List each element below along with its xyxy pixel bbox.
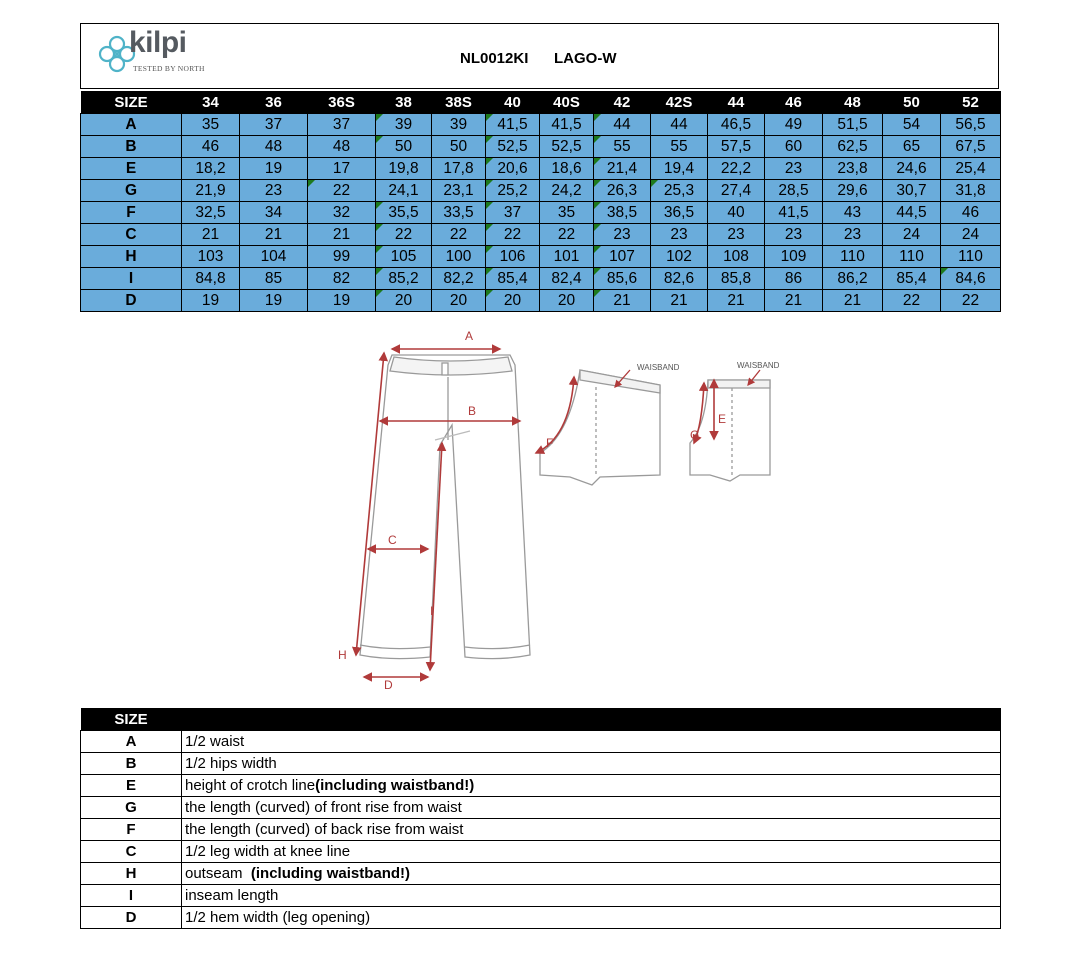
pants-measurements <box>356 349 520 677</box>
size-column-header: 42 <box>594 91 651 114</box>
size-value-cell: 46 <box>182 136 240 158</box>
back-rise-sketch <box>540 370 660 485</box>
size-value-cell: 67,5 <box>941 136 1001 158</box>
size-value-cell: 20 <box>376 290 432 312</box>
size-value-cell: 82,4 <box>540 268 594 290</box>
size-value-cell: 100 <box>432 246 486 268</box>
size-value-cell: 19 <box>182 290 240 312</box>
size-value-cell: 107 <box>594 246 651 268</box>
size-value-cell: 21 <box>240 224 308 246</box>
size-value-cell: 25,2 <box>486 180 540 202</box>
size-value-cell: 26,3 <box>594 180 651 202</box>
size-value-cell: 37 <box>240 114 308 136</box>
size-value-cell: 31,8 <box>941 180 1001 202</box>
size-column-header: 40S <box>540 91 594 114</box>
size-value-cell: 28,5 <box>765 180 823 202</box>
size-row-label: C <box>81 224 182 246</box>
size-value-cell: 106 <box>486 246 540 268</box>
size-value-cell: 22 <box>883 290 941 312</box>
legend-code: I <box>81 885 182 907</box>
size-value-cell: 43 <box>823 202 883 224</box>
size-value-cell: 82,2 <box>432 268 486 290</box>
size-value-cell: 51,5 <box>823 114 883 136</box>
size-value-cell: 85,2 <box>376 268 432 290</box>
legend-header-row <box>81 708 1001 731</box>
legend-code: C <box>81 841 182 863</box>
size-value-cell: 44,5 <box>883 202 941 224</box>
size-value-cell: 20 <box>540 290 594 312</box>
size-header-label: SIZE <box>81 91 182 114</box>
size-value-cell: 48 <box>240 136 308 158</box>
size-column-header: 48 <box>823 91 883 114</box>
front-rise-sketch <box>690 380 770 481</box>
brand-tagline: TESTED BY NORTH <box>133 64 205 73</box>
size-value-cell: 37 <box>486 202 540 224</box>
size-value-cell: 20 <box>486 290 540 312</box>
size-value-cell: 22 <box>432 224 486 246</box>
size-value-cell: 25,4 <box>941 158 1001 180</box>
size-value-cell: 29,6 <box>823 180 883 202</box>
size-column-header: 50 <box>883 91 941 114</box>
legend-code: B <box>81 753 182 775</box>
size-row-g <box>81 180 1001 202</box>
label-f: F <box>546 436 554 450</box>
size-row-a <box>81 114 1001 136</box>
size-value-cell: 49 <box>765 114 823 136</box>
legend-row-f <box>81 819 1001 841</box>
size-value-cell: 20 <box>432 290 486 312</box>
size-value-cell: 19 <box>308 290 376 312</box>
size-column-header: 44 <box>708 91 765 114</box>
size-value-cell: 21 <box>594 290 651 312</box>
size-value-cell: 44 <box>651 114 708 136</box>
size-value-cell: 24 <box>941 224 1001 246</box>
size-value-cell: 24,6 <box>883 158 941 180</box>
size-value-cell: 99 <box>308 246 376 268</box>
size-value-cell: 46,5 <box>708 114 765 136</box>
size-value-cell: 23 <box>240 180 308 202</box>
size-value-cell: 103 <box>182 246 240 268</box>
size-row-e <box>81 158 1001 180</box>
legend-text: the length (curved) of front rise from waist <box>185 799 462 816</box>
legend-text: inseam length <box>185 887 279 904</box>
size-header-row <box>81 91 1001 114</box>
size-value-cell: 84,8 <box>182 268 240 290</box>
size-value-cell: 23 <box>594 224 651 246</box>
size-value-cell: 20,6 <box>486 158 540 180</box>
size-value-cell: 19,4 <box>651 158 708 180</box>
size-row-label: F <box>81 202 182 224</box>
size-value-cell: 22 <box>540 224 594 246</box>
size-row-label: I <box>81 268 182 290</box>
size-column-header: 46 <box>765 91 823 114</box>
size-value-cell: 22 <box>486 224 540 246</box>
size-column-header: 52 <box>941 91 1001 114</box>
size-row-label: H <box>81 246 182 268</box>
size-value-cell: 23 <box>765 158 823 180</box>
size-value-cell: 65 <box>883 136 941 158</box>
size-value-cell: 21,9 <box>182 180 240 202</box>
size-value-cell: 85,4 <box>883 268 941 290</box>
legend-row-d <box>81 907 1001 929</box>
legend-description <box>182 907 1001 929</box>
size-value-cell: 23 <box>823 224 883 246</box>
legend-description <box>182 863 1001 885</box>
legend-header-blank <box>182 708 1001 731</box>
size-value-cell: 102 <box>651 246 708 268</box>
size-column-header: 34 <box>182 91 240 114</box>
size-column-header: 40 <box>486 91 540 114</box>
legend-bold-note: (including waistband!) <box>315 777 475 794</box>
size-row-c <box>81 224 1001 246</box>
size-value-cell: 41,5 <box>765 202 823 224</box>
size-value-cell: 40 <box>708 202 765 224</box>
size-value-cell: 110 <box>941 246 1001 268</box>
size-value-cell: 35,5 <box>376 202 432 224</box>
size-value-cell: 62,5 <box>823 136 883 158</box>
size-row-i <box>81 268 1001 290</box>
legend-code: D <box>81 907 182 929</box>
size-value-cell: 84,6 <box>941 268 1001 290</box>
size-value-cell: 35 <box>182 114 240 136</box>
size-value-cell: 27,4 <box>708 180 765 202</box>
size-table-body <box>81 114 1001 312</box>
size-value-cell: 17,8 <box>432 158 486 180</box>
size-value-cell: 104 <box>240 246 308 268</box>
size-value-cell: 30,7 <box>883 180 941 202</box>
legend-code: E <box>81 775 182 797</box>
legend-description <box>182 841 1001 863</box>
size-value-cell: 22 <box>376 224 432 246</box>
legend-description <box>182 797 1001 819</box>
size-value-cell: 25,3 <box>651 180 708 202</box>
measurement-legend-table <box>80 708 1001 929</box>
size-column-header: 38S <box>432 91 486 114</box>
size-row-label: D <box>81 290 182 312</box>
size-value-cell: 110 <box>883 246 941 268</box>
label-b: B <box>468 404 477 418</box>
size-value-cell: 32,5 <box>182 202 240 224</box>
size-value-cell: 18,6 <box>540 158 594 180</box>
legend-bold-note: (including waistband!) <box>250 865 411 882</box>
size-row-h <box>81 246 1001 268</box>
size-value-cell: 33,5 <box>432 202 486 224</box>
size-value-cell: 22,2 <box>708 158 765 180</box>
legend-text: the length (curved) of back rise from waist <box>185 821 464 838</box>
size-value-cell: 21 <box>708 290 765 312</box>
size-value-cell: 85,4 <box>486 268 540 290</box>
legend-row-h <box>81 863 1001 885</box>
legend-row-c <box>81 841 1001 863</box>
size-value-cell: 21 <box>823 290 883 312</box>
legend-code: F <box>81 819 182 841</box>
legend-description <box>182 819 1001 841</box>
pants-measurement-diagram <box>330 325 790 690</box>
size-row-d <box>81 290 1001 312</box>
legend-text: 1/2 hem width (leg opening) <box>185 909 371 926</box>
legend-table-body <box>81 731 1001 929</box>
legend-code: H <box>81 863 182 885</box>
label-e: E <box>718 412 727 426</box>
product-name: LAGO-W <box>554 50 617 67</box>
size-value-cell: 110 <box>823 246 883 268</box>
label-a: A <box>465 329 474 343</box>
waistband-label-2: WAISBAND <box>737 361 780 370</box>
size-value-cell: 86 <box>765 268 823 290</box>
legend-row-b <box>81 753 1001 775</box>
size-value-cell: 21,4 <box>594 158 651 180</box>
legend-description <box>182 731 1001 753</box>
legend-description <box>182 775 1001 797</box>
size-row-label: A <box>81 114 182 136</box>
size-value-cell: 55 <box>651 136 708 158</box>
size-value-cell: 50 <box>376 136 432 158</box>
legend-text: 1/2 hips width <box>185 755 277 772</box>
label-h: H <box>338 648 347 662</box>
size-value-cell: 108 <box>708 246 765 268</box>
legend-row-e <box>81 775 1001 797</box>
size-value-cell: 22 <box>941 290 1001 312</box>
size-column-header: 38 <box>376 91 432 114</box>
size-row-label: B <box>81 136 182 158</box>
size-value-cell: 48 <box>308 136 376 158</box>
legend-text: outseam <box>185 865 251 882</box>
size-value-cell: 23 <box>765 224 823 246</box>
waistband-label-1: WAISBAND <box>637 363 680 372</box>
size-value-cell: 22 <box>308 180 376 202</box>
legend-code: A <box>81 731 182 753</box>
size-value-cell: 50 <box>432 136 486 158</box>
legend-description <box>182 885 1001 907</box>
size-value-cell: 52,5 <box>486 136 540 158</box>
size-value-cell: 85,6 <box>594 268 651 290</box>
size-value-cell: 21 <box>651 290 708 312</box>
size-value-cell: 34 <box>240 202 308 224</box>
size-value-cell: 23,8 <box>823 158 883 180</box>
size-value-cell: 46 <box>941 202 1001 224</box>
size-value-cell: 19 <box>240 290 308 312</box>
legend-description <box>182 753 1001 775</box>
size-value-cell: 55 <box>594 136 651 158</box>
brand-name: kilpi <box>129 26 187 59</box>
label-c: C <box>388 533 397 547</box>
header-box <box>80 23 999 89</box>
size-value-cell: 41,5 <box>540 114 594 136</box>
size-value-cell: 21 <box>182 224 240 246</box>
size-value-cell: 109 <box>765 246 823 268</box>
size-value-cell: 85 <box>240 268 308 290</box>
size-value-cell: 19 <box>240 158 308 180</box>
size-value-cell: 37 <box>308 114 376 136</box>
size-value-cell: 36,5 <box>651 202 708 224</box>
size-value-cell: 19,8 <box>376 158 432 180</box>
label-d: D <box>384 678 393 690</box>
legend-header-label: SIZE <box>81 708 182 731</box>
size-value-cell: 82 <box>308 268 376 290</box>
size-value-cell: 24 <box>883 224 941 246</box>
size-value-cell: 82,6 <box>651 268 708 290</box>
size-value-cell: 44 <box>594 114 651 136</box>
size-value-cell: 23,1 <box>432 180 486 202</box>
size-value-cell: 24,1 <box>376 180 432 202</box>
label-i: I <box>430 604 434 618</box>
size-value-cell: 52,5 <box>540 136 594 158</box>
size-value-cell: 41,5 <box>486 114 540 136</box>
label-g: G <box>690 428 700 442</box>
size-row-label: G <box>81 180 182 202</box>
size-row-b <box>81 136 1001 158</box>
size-value-cell: 23 <box>708 224 765 246</box>
legend-text: 1/2 waist <box>185 733 245 750</box>
size-column-header: 36 <box>240 91 308 114</box>
legend-row-a <box>81 731 1001 753</box>
legend-row-i <box>81 885 1001 907</box>
size-value-cell: 35 <box>540 202 594 224</box>
size-value-cell: 57,5 <box>708 136 765 158</box>
size-value-cell: 23 <box>651 224 708 246</box>
legend-text: height of crotch line <box>185 777 316 794</box>
size-value-cell: 38,5 <box>594 202 651 224</box>
size-value-cell: 85,8 <box>708 268 765 290</box>
size-value-cell: 17 <box>308 158 376 180</box>
size-row-label: E <box>81 158 182 180</box>
size-value-cell: 24,2 <box>540 180 594 202</box>
size-value-cell: 21 <box>308 224 376 246</box>
size-value-cell: 101 <box>540 246 594 268</box>
size-value-cell: 56,5 <box>941 114 1001 136</box>
size-row-f <box>81 202 1001 224</box>
size-chart-table <box>80 91 1001 312</box>
size-column-header: 36S <box>308 91 376 114</box>
size-value-cell: 54 <box>883 114 941 136</box>
size-value-cell: 21 <box>765 290 823 312</box>
size-value-cell: 32 <box>308 202 376 224</box>
size-value-cell: 39 <box>376 114 432 136</box>
size-column-header: 42S <box>651 91 708 114</box>
pants-outline <box>360 355 530 659</box>
size-value-cell: 18,2 <box>182 158 240 180</box>
size-value-cell: 39 <box>432 114 486 136</box>
legend-text: 1/2 leg width at knee line <box>185 843 351 860</box>
product-code: NL0012KI <box>460 50 529 67</box>
size-value-cell: 60 <box>765 136 823 158</box>
legend-row-g <box>81 797 1001 819</box>
legend-code: G <box>81 797 182 819</box>
size-value-cell: 86,2 <box>823 268 883 290</box>
size-value-cell: 105 <box>376 246 432 268</box>
